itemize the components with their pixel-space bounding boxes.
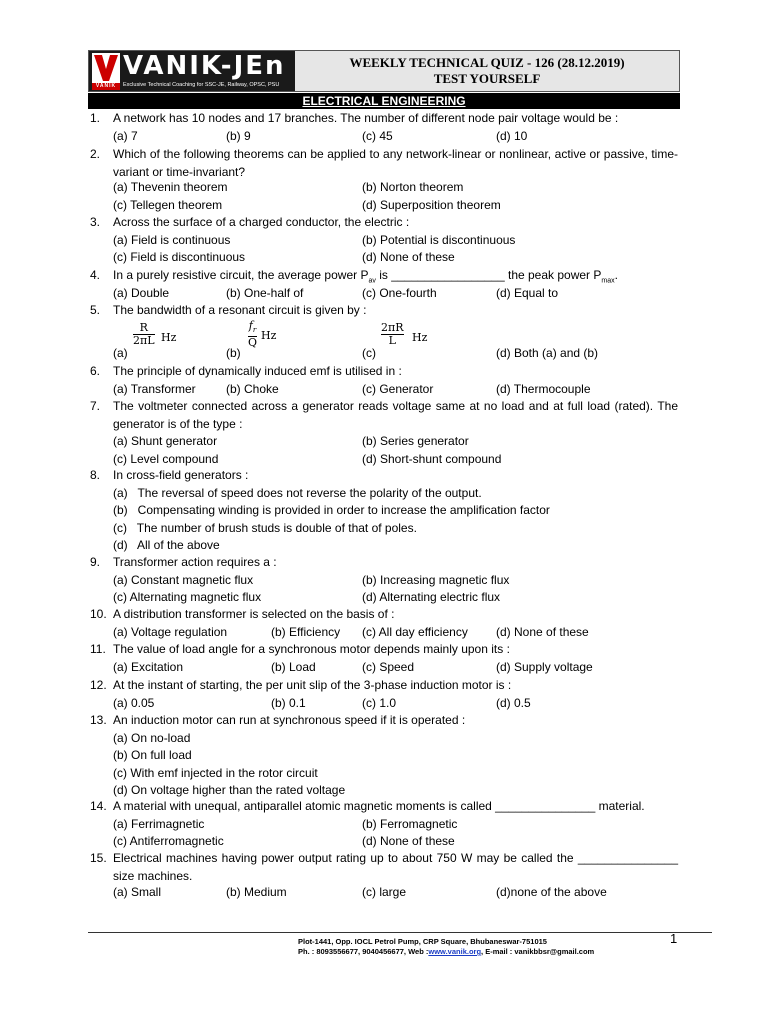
quiz-title: WEEKLY TECHNICAL QUIZ - 126 (28.12.2019)	[349, 55, 625, 70]
option-a: (a) The reversal of speed does not reverse the polarity of the output.	[113, 485, 482, 500]
option-c: (c) Generator	[362, 381, 434, 396]
page-number: 1	[670, 931, 678, 946]
footer-contact: Ph. : 8093556677, 9040456677, Web :www.vanik.org, E-mail : vanikbbsr@gmail.com	[298, 947, 595, 956]
question-number: 15.	[90, 851, 107, 865]
option-a: (a) 0.05	[113, 695, 155, 710]
question-text: Transformer action requires a :	[113, 555, 277, 569]
option-c: (c) 1.0	[362, 695, 397, 710]
option-d: (d) Thermocouple	[496, 381, 591, 396]
section-title: ELECTRICAL ENGINEERING	[88, 93, 680, 109]
option-c: (c) large	[362, 885, 407, 899]
option-a: (a) Small	[113, 885, 162, 899]
formula-b: $f_r$ Q Hz	[248, 319, 277, 350]
question-number: 6.	[90, 364, 101, 378]
question-number: 12.	[90, 678, 107, 692]
option-b: (b) 0.1	[271, 695, 306, 710]
option-d: (d) On voltage higher than the rated voltage	[113, 783, 346, 798]
option-a: (a) Voltage regulation	[113, 624, 228, 639]
option-a: (a) Excitation	[113, 659, 184, 674]
question-text: The value of load angle for a synchronous motor depends mainly upon its :	[113, 642, 510, 656]
question-number: 10.	[90, 607, 107, 621]
logo-tagline: Exclusive Technical Coaching for SSC-JE, Railway, OPSC, PSU	[123, 82, 280, 88]
title-box	[295, 51, 679, 91]
option-b: (b) Efficiency	[271, 624, 341, 639]
question-text: The bandwidth of a resonant circuit is given by :	[113, 303, 367, 317]
question-text: Electrical machines having power output rating up to about 750 W may be called the _______________ size machines.	[113, 851, 678, 883]
option-a: (a) On no-load	[113, 730, 191, 745]
quiz-header	[88, 50, 680, 92]
option-a: (a) Transformer	[113, 381, 196, 396]
option-b: (b) Potential is discontinuous	[362, 232, 516, 247]
option-b: (b)	[226, 346, 241, 360]
option-b: (b) On full load	[113, 748, 192, 763]
question-number: 11.	[90, 642, 106, 656]
question-number: 4.	[90, 268, 101, 282]
option-b: (b) Ferromagnetic	[362, 816, 458, 831]
option-d: (d) All of the above	[113, 538, 220, 553]
option-c: (c) Field is discontinuous	[113, 250, 246, 265]
question-number: 9.	[90, 555, 101, 569]
question-number: 13.	[90, 713, 107, 727]
option-c: (c) Speed	[362, 659, 415, 674]
option-d: (d) None of these	[496, 624, 589, 639]
question-number: 8.	[90, 468, 101, 482]
option-d: (d) None of these	[362, 250, 455, 265]
question-text: An induction motor can run at synchronous speed if it is operated :	[113, 713, 466, 727]
option-b: (b) Series generator	[362, 434, 469, 448]
option-d: (d) Equal to	[496, 285, 559, 300]
question-number: 3.	[90, 215, 101, 229]
option-c: (c) One-fourth	[362, 285, 437, 300]
option-d: (d) Short-shunt compound	[362, 451, 502, 466]
question-text: A material with unequal, antiparallel atomic magnetic moments is called _______________ material.	[113, 799, 645, 813]
option-c: (c) Level compound	[113, 451, 219, 466]
question-number: 5.	[90, 303, 101, 317]
option-d: (d) 0.5	[496, 695, 531, 710]
option-d: (d) 10	[496, 128, 528, 143]
option-d: (d) Alternating electric flux	[362, 590, 501, 605]
option-a: (a) Constant magnetic flux	[113, 572, 254, 587]
option-b: (b) Compensating winding is provided in order to increase the amplification factor	[113, 503, 550, 518]
option-d: (d) Superposition theorem	[362, 197, 501, 212]
option-c: (c) Alternating magnetic flux	[113, 590, 262, 605]
question-text: In cross-field generators :	[113, 468, 249, 482]
option-a: (a) Shunt generator	[113, 434, 218, 448]
question-number: 2.	[90, 147, 101, 161]
option-b: (b) Medium	[226, 885, 287, 899]
option-b: (b) Choke	[226, 381, 279, 396]
question-text: Which of the following theorems can be applied to any network-linear or nonlinear, active or passive, time-variant or time-invariant?	[113, 147, 678, 179]
option-d: (d) Supply voltage	[496, 659, 593, 674]
option-b: (b) Load	[271, 659, 316, 674]
question-number: 1.	[90, 111, 101, 125]
website-link[interactable]: www.vanik.org	[428, 947, 482, 956]
option-d: (d)none of the above	[496, 885, 607, 899]
option-c: (c) Antiferromagnetic	[113, 834, 224, 849]
question-text: A distribution transformer is selected on the basis of :	[113, 607, 395, 621]
question-text: The voltmeter connected across a generator reads voltage same at no load and at full load (rated). The generator is of the type :	[113, 399, 678, 431]
question-number: 14.	[90, 799, 107, 813]
option-a: (a) Double	[113, 285, 170, 300]
option-a: (a) 7	[113, 128, 138, 143]
question-text: In a purely resistive circuit, the average power $P_{av}$ is _________________ the peak power $P_{max}$.	[113, 268, 618, 285]
option-c: (c) All day efficiency	[362, 624, 468, 639]
option-c: (c) The number of brush studs is double of that of poles.	[113, 520, 417, 535]
footer-address: Plot-1441, Opp. IOCL Petrol Pump, CRP Square, Bhubaneswar-751015	[298, 937, 547, 946]
question-text: The principle of dynamically induced emf is utilised in :	[113, 364, 402, 378]
option-b: (b) Norton theorem	[362, 180, 464, 194]
vanik-logo	[89, 51, 295, 91]
question-number: 7.	[90, 399, 101, 413]
option-c: (c) With emf injected in the rotor circuit	[113, 765, 318, 780]
option-a: (a) Field is continuous	[113, 232, 231, 247]
option-b: (b) One-half of	[226, 285, 304, 300]
quiz-subtitle: TEST YOURSELF	[433, 71, 541, 86]
formula-c: 2πR L Hz	[381, 321, 428, 347]
v-logo-icon	[92, 53, 120, 83]
option-a: (a)	[113, 346, 128, 360]
option-a: (a) Thevenin theorem	[113, 180, 228, 194]
option-c: (c) Tellegen theorem	[113, 197, 223, 212]
option-d: (d) None of these	[362, 834, 455, 849]
option-d: (d) Both (a) and (b)	[496, 346, 599, 360]
option-b: (b) Increasing magnetic flux	[362, 572, 510, 587]
question-text: A network has 10 nodes and 17 branches. The number of different node pair voltage would be :	[113, 111, 619, 125]
option-a: (a) Ferrimagnetic	[113, 816, 205, 831]
question-text: At the instant of starting, the per unit slip of the 3-phase induction motor is :	[113, 678, 512, 692]
logo-text: VANIK-JEn	[123, 51, 286, 81]
question-text: Across the surface of a charged conductor, the electric :	[113, 215, 410, 229]
option-c: (c)	[362, 346, 376, 360]
logo-small-text: VANIK	[92, 83, 120, 90]
formula-a: R 2πL Hz	[133, 321, 177, 347]
option-b: (b) 9	[226, 128, 251, 143]
option-c: (c) 45	[362, 128, 393, 143]
footer-divider	[88, 932, 712, 933]
